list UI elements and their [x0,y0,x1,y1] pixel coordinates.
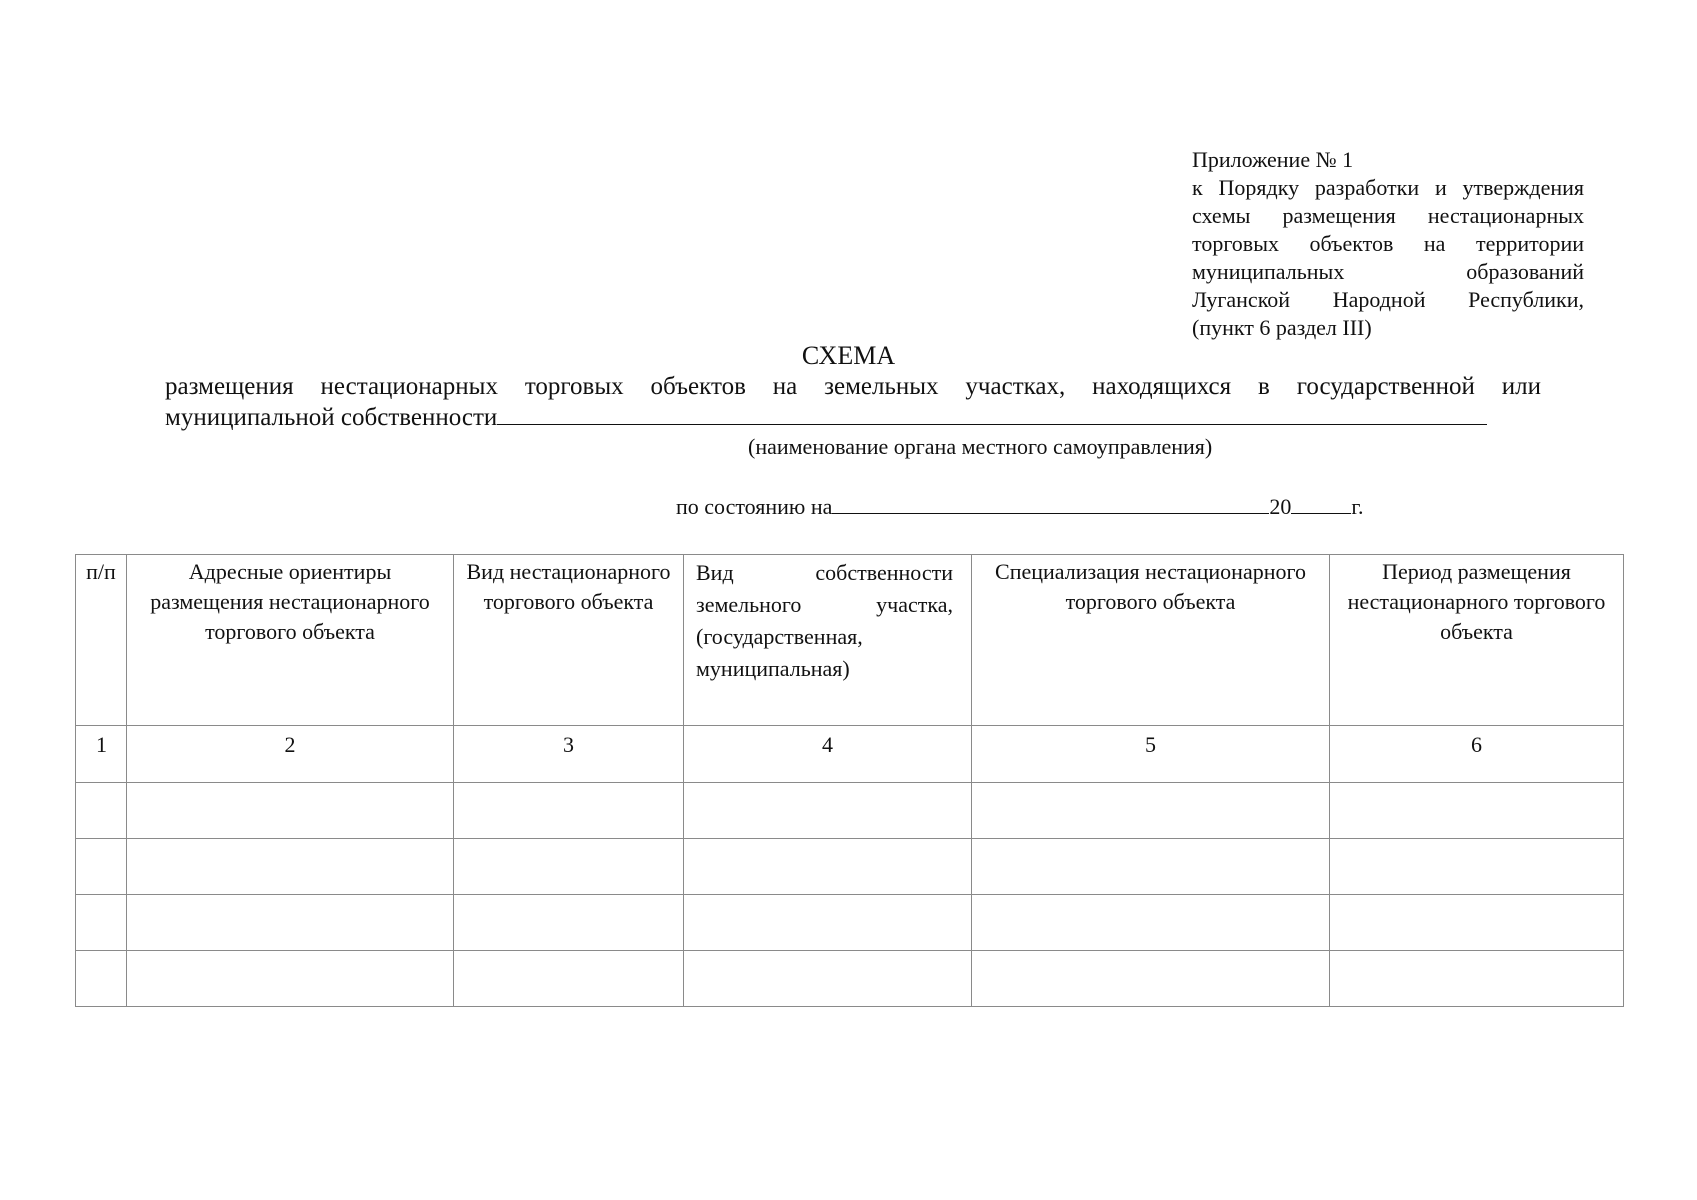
date-blank [832,495,1269,514]
table-cell [454,951,684,1007]
subtitle-line-2 [165,402,1541,433]
table-cell [76,895,127,951]
appendix-block [1192,146,1584,342]
table-cell [127,783,454,839]
table-cell [684,839,972,895]
header-number: п/п [76,555,127,726]
appendix-line-7: (пункт 6 раздел III) [1192,315,1372,340]
table-cell [1330,783,1624,839]
document-subtitle [165,372,1541,433]
table-row [76,839,1624,895]
appendix-line-4: торговых объектов на территории [1192,231,1584,256]
table-cell [684,951,972,1007]
document-title: СХЕМА [801,341,896,370]
table-cell [454,895,684,951]
table-cell [127,951,454,1007]
table-cell [972,783,1330,839]
year-prefix: 20 [1269,494,1292,519]
year-blank [1291,495,1351,514]
table-cell [76,839,127,895]
header-specialization: Специализация нестационарного торгового объекта [972,555,1330,726]
table-cell [454,839,684,895]
table-cell [684,895,972,951]
state-date-prefix: по состоянию на [676,494,833,519]
table-cell [76,783,127,839]
table-cell [76,951,127,1007]
table-row [76,895,1624,951]
appendix-line-3: схемы размещения нестационарных [1192,203,1584,228]
table-cell [1330,895,1624,951]
header-address: Адресные ориентиры размещения нестационарного торгового объекта [127,555,454,726]
table-cell [972,895,1330,951]
table-column-numbers-row [76,726,1624,783]
year-suffix: г. [1351,494,1364,519]
table-cell [684,783,972,839]
column-number-5: 5 [972,726,1330,783]
org-name-caption: (наименование органа местного самоуправления) [748,434,1213,459]
table-header-row [76,555,1624,726]
scheme-table [75,554,1624,1007]
table-cell [127,839,454,895]
column-number-2: 2 [127,726,454,783]
appendix-line-1: Приложение № 1 [1192,147,1354,172]
table-cell [1330,839,1624,895]
column-number-4: 4 [684,726,972,783]
header-period: Период размещения нестационарного торгового объекта [1330,555,1624,726]
table-row [76,951,1624,1007]
state-date-line [676,494,1363,520]
table-cell [972,951,1330,1007]
appendix-line-6: Луганской Народной Республики, [1192,287,1584,312]
subtitle-line-1: размещения нестационарных торговых объектов на земельных участках, находящихся в государственной или [165,373,1541,400]
org-name-blank [497,402,1487,425]
table-cell [1330,951,1624,1007]
table-cell [972,839,1330,895]
header-ownership-type: Вид собственности земельного участка, (государственная, муниципальная) [684,555,972,726]
table-cell [454,783,684,839]
column-number-1: 1 [76,726,127,783]
table-row [76,783,1624,839]
appendix-line-2: к Порядку разработки и утверждения [1192,175,1584,200]
header-object-type: Вид нестационарного торгового объекта [454,555,684,726]
column-number-6: 6 [1330,726,1624,783]
subtitle-line-2-text: муниципальной собственности [165,404,498,431]
appendix-line-5: муниципальных образований [1192,259,1584,284]
column-number-3: 3 [454,726,684,783]
table-cell [127,895,454,951]
